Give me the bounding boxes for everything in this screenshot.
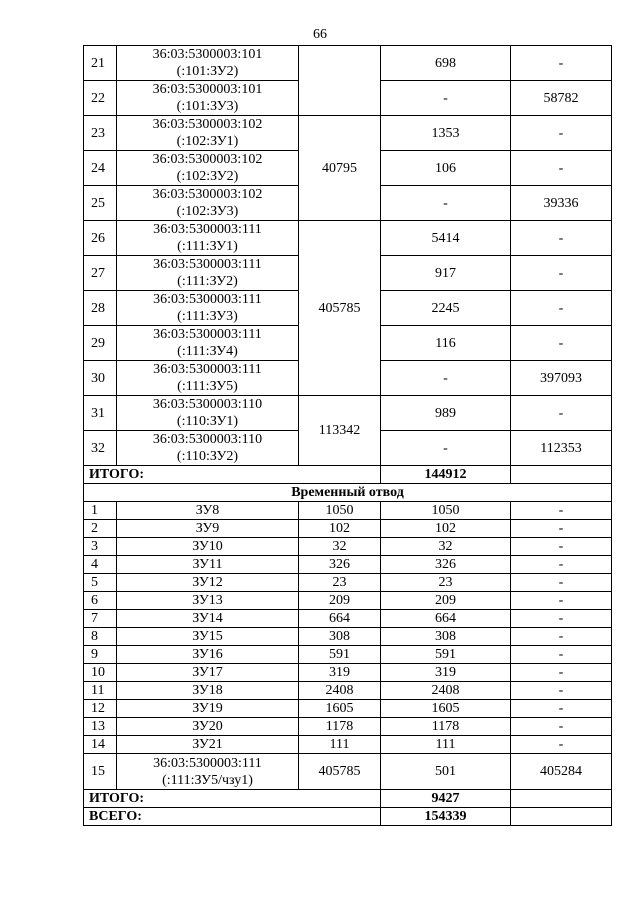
area-value: 2408 (381, 682, 511, 700)
row-number: 15 (84, 754, 117, 790)
plot-name: ЗУ14 (117, 610, 299, 628)
row-number: 10 (84, 664, 117, 682)
row-number: 9 (84, 646, 117, 664)
remaining-area: 58782 (511, 81, 612, 116)
plot-name: ЗУ9 (117, 520, 299, 538)
row-number: 21 (84, 46, 117, 81)
total-value: 9427 (381, 790, 511, 808)
parent-area: 102 (299, 520, 381, 538)
remaining-area: 397093 (511, 361, 612, 396)
cadastral-number: 36:03:5300003:102 (:102:ЗУ1) (117, 116, 299, 151)
remaining-area: - (511, 718, 612, 736)
row-number: 6 (84, 592, 117, 610)
row-number: 13 (84, 718, 117, 736)
area-value: 326 (381, 556, 511, 574)
area-value: 2245 (381, 291, 511, 326)
parent-area: 209 (299, 592, 381, 610)
area-value: 1605 (381, 700, 511, 718)
total-value: 144912 (381, 466, 511, 484)
table-row (84, 502, 612, 520)
area-value: 106 (381, 151, 511, 186)
row-number: 26 (84, 221, 117, 256)
plot-name: ЗУ20 (117, 718, 299, 736)
parent-area: 405785 (299, 754, 381, 790)
area-value: 698 (381, 46, 511, 81)
cadastral-number: 36:03:5300003:111 (:111:ЗУ4) (117, 326, 299, 361)
plot-name: ЗУ11 (117, 556, 299, 574)
row-number: 22 (84, 81, 117, 116)
remaining-area: - (511, 646, 612, 664)
area-value: 319 (381, 664, 511, 682)
area-value: 664 (381, 610, 511, 628)
plot-name: ЗУ19 (117, 700, 299, 718)
area-value: - (381, 186, 511, 221)
area-value: 209 (381, 592, 511, 610)
plot-name: ЗУ12 (117, 574, 299, 592)
remaining-area: - (511, 538, 612, 556)
cadastral-number: 36:03:5300003:111 (:111:ЗУ3) (117, 291, 299, 326)
remaining-area: - (511, 664, 612, 682)
area-value: 501 (381, 754, 511, 790)
page-number: 66 (313, 27, 327, 42)
remaining-area: - (511, 610, 612, 628)
row-number: 32 (84, 431, 117, 466)
empty-cell (511, 790, 612, 808)
area-value: 591 (381, 646, 511, 664)
row-number: 23 (84, 116, 117, 151)
remaining-area: - (511, 592, 612, 610)
table-row (84, 754, 612, 790)
cadastral-number: 36:03:5300003:111 (:111:ЗУ1) (117, 221, 299, 256)
area-value: 23 (381, 574, 511, 592)
table-row (84, 592, 612, 610)
row-number: 30 (84, 361, 117, 396)
parent-area: 1605 (299, 700, 381, 718)
cadastral-number: 36:03:5300003:101 (:101:ЗУ3) (117, 81, 299, 116)
area-value: 308 (381, 628, 511, 646)
section-header-row (84, 484, 612, 502)
table-row (84, 628, 612, 646)
table-row (84, 574, 612, 592)
row-number: 8 (84, 628, 117, 646)
area-value: 116 (381, 326, 511, 361)
row-number: 27 (84, 256, 117, 291)
grand-total-row (84, 808, 612, 826)
row-number: 7 (84, 610, 117, 628)
area-value: 32 (381, 538, 511, 556)
table-row (84, 46, 612, 81)
parent-area: 326 (299, 556, 381, 574)
parent-area: 1178 (299, 718, 381, 736)
area-value: - (381, 361, 511, 396)
row-number: 12 (84, 700, 117, 718)
table-row (84, 396, 612, 431)
remaining-area: - (511, 256, 612, 291)
area-value: 102 (381, 520, 511, 538)
parent-area: 308 (299, 628, 381, 646)
total-row (84, 466, 612, 484)
cadastral-number: 36:03:5300003:111 (:111:ЗУ5) (117, 361, 299, 396)
remaining-area: - (511, 116, 612, 151)
table-row (84, 538, 612, 556)
parent-area: 111 (299, 736, 381, 754)
plot-name: ЗУ17 (117, 664, 299, 682)
remaining-area: - (511, 736, 612, 754)
table-row (84, 718, 612, 736)
row-number: 24 (84, 151, 117, 186)
remaining-area: 112353 (511, 431, 612, 466)
row-number: 3 (84, 538, 117, 556)
remaining-area: - (511, 221, 612, 256)
table-row (84, 700, 612, 718)
grand-total-value: 154339 (381, 808, 511, 826)
parent-area: 40795 (299, 116, 381, 221)
remaining-area: - (511, 291, 612, 326)
area-value: 1178 (381, 718, 511, 736)
cadastral-number: 36:03:5300003:110 (:110:ЗУ2) (117, 431, 299, 466)
row-number: 4 (84, 556, 117, 574)
area-value: - (381, 81, 511, 116)
remaining-area: - (511, 628, 612, 646)
parent-area: 591 (299, 646, 381, 664)
area-value: 5414 (381, 221, 511, 256)
remaining-area: - (511, 700, 612, 718)
row-number: 2 (84, 520, 117, 538)
total-row (84, 790, 612, 808)
parent-area: 23 (299, 574, 381, 592)
section-header: Временный отвод (84, 484, 612, 502)
area-value: 1050 (381, 502, 511, 520)
row-number: 29 (84, 326, 117, 361)
row-number: 28 (84, 291, 117, 326)
table-row (84, 221, 612, 256)
parent-area: 664 (299, 610, 381, 628)
area-value: 111 (381, 736, 511, 754)
table-row (84, 116, 612, 151)
table-row (84, 520, 612, 538)
parent-area: 319 (299, 664, 381, 682)
remaining-area: - (511, 326, 612, 361)
remaining-area: - (511, 151, 612, 186)
cadastral-number: 36:03:5300003:102 (:102:ЗУ2) (117, 151, 299, 186)
parent-area-cell (299, 46, 381, 116)
plot-name: ЗУ8 (117, 502, 299, 520)
cadastral-number: 36:03:5300003:110 (:110:ЗУ1) (117, 396, 299, 431)
plot-name: ЗУ16 (117, 646, 299, 664)
cadastral-number: 36:03:5300003:101 (:101:ЗУ2) (117, 46, 299, 81)
cadastral-number: 36:03:5300003:111 (:111:ЗУ2) (117, 256, 299, 291)
parent-area: 32 (299, 538, 381, 556)
table-row (84, 556, 612, 574)
row-number: 25 (84, 186, 117, 221)
remaining-area: - (511, 556, 612, 574)
table-row (84, 736, 612, 754)
parent-area: 405785 (299, 221, 381, 396)
row-number: 5 (84, 574, 117, 592)
parent-area: 1050 (299, 502, 381, 520)
remaining-area: - (511, 396, 612, 431)
parent-area: 113342 (299, 396, 381, 466)
remaining-area: 39336 (511, 186, 612, 221)
remaining-area: - (511, 574, 612, 592)
parent-area: 2408 (299, 682, 381, 700)
table-row (84, 664, 612, 682)
area-value: 1353 (381, 116, 511, 151)
plot-name: ЗУ10 (117, 538, 299, 556)
remaining-area: 405284 (511, 754, 612, 790)
remaining-area: - (511, 46, 612, 81)
remaining-area: - (511, 502, 612, 520)
row-number: 11 (84, 682, 117, 700)
cadastral-number: 36:03:5300003:111 (:111:ЗУ5/чзу1) (117, 754, 299, 790)
row-number: 1 (84, 502, 117, 520)
grand-total-label: ВСЕГО: (84, 808, 381, 826)
plot-name: ЗУ18 (117, 682, 299, 700)
total-label: ИТОГО: (84, 790, 381, 808)
row-number: 31 (84, 396, 117, 431)
row-number: 14 (84, 736, 117, 754)
table-row (84, 646, 612, 664)
remaining-area: - (511, 520, 612, 538)
total-label: ИТОГО: (84, 466, 381, 484)
cadastral-number: 36:03:5300003:102 (:102:ЗУ3) (117, 186, 299, 221)
empty-cell (511, 808, 612, 826)
plot-name: ЗУ13 (117, 592, 299, 610)
plot-name: ЗУ21 (117, 736, 299, 754)
empty-cell (511, 466, 612, 484)
area-value: 917 (381, 256, 511, 291)
area-value: 989 (381, 396, 511, 431)
area-value: - (381, 431, 511, 466)
table-row (84, 682, 612, 700)
land-plots-table (83, 45, 612, 826)
plot-name: ЗУ15 (117, 628, 299, 646)
table-row (84, 610, 612, 628)
remaining-area: - (511, 682, 612, 700)
